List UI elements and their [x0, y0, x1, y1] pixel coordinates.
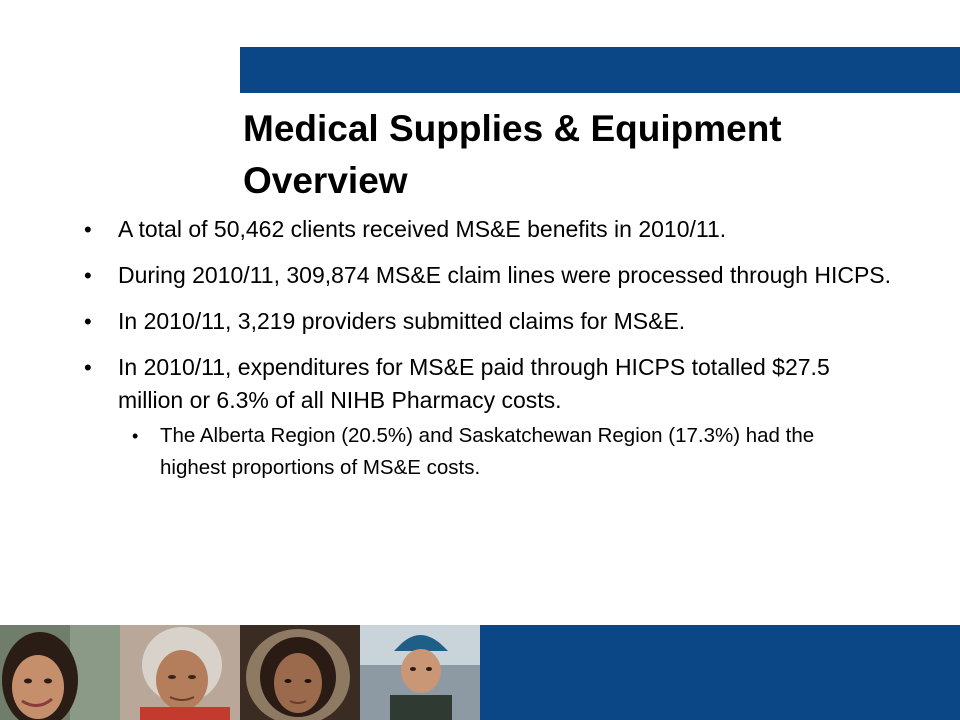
bullet-list: [80, 213, 900, 484]
bullet-dot-icon: •: [132, 426, 139, 446]
bullet-text: During 2010/11, 309,874 MS&E claim lines were processed through HICPS.: [118, 262, 892, 288]
child-in-parka-photo: [240, 625, 360, 720]
slide-title: Medical Supplies & Equipment Overview: [243, 108, 782, 201]
bullet-item: [80, 351, 900, 417]
woman-portrait-photo: [0, 625, 120, 720]
bullet-dot-icon: •: [84, 309, 92, 334]
bullet-dot-icon: •: [84, 217, 92, 242]
sub-bullet-text: The Alberta Region (20.5%) and Saskatchewan Region (17.3%) had the highest proportions of MS&E costs.: [160, 424, 815, 479]
header-accent-bar: [240, 47, 960, 93]
elder-portrait-photo: [120, 625, 240, 720]
footer-accent-bar: [480, 625, 960, 720]
photo-strip: [0, 625, 480, 720]
worker-in-hardhat-photo: [360, 625, 480, 720]
bullet-text: In 2010/11, expenditures for MS&E paid through HICPS totalled $27.5 million or 6.3% of all NIHB Pharmacy costs.: [118, 354, 830, 413]
bullet-text: In 2010/11, 3,219 providers submitted claims for MS&E.: [118, 308, 686, 334]
bullet-item: [80, 305, 900, 338]
bullet-item: [80, 213, 900, 246]
bullet-dot-icon: •: [84, 263, 92, 288]
bullet-item: [80, 259, 900, 292]
sub-bullet-item: [132, 420, 850, 484]
bullet-dot-icon: •: [84, 355, 92, 380]
bullet-text: A total of 50,462 clients received MS&E benefits in 2010/11.: [118, 216, 727, 242]
